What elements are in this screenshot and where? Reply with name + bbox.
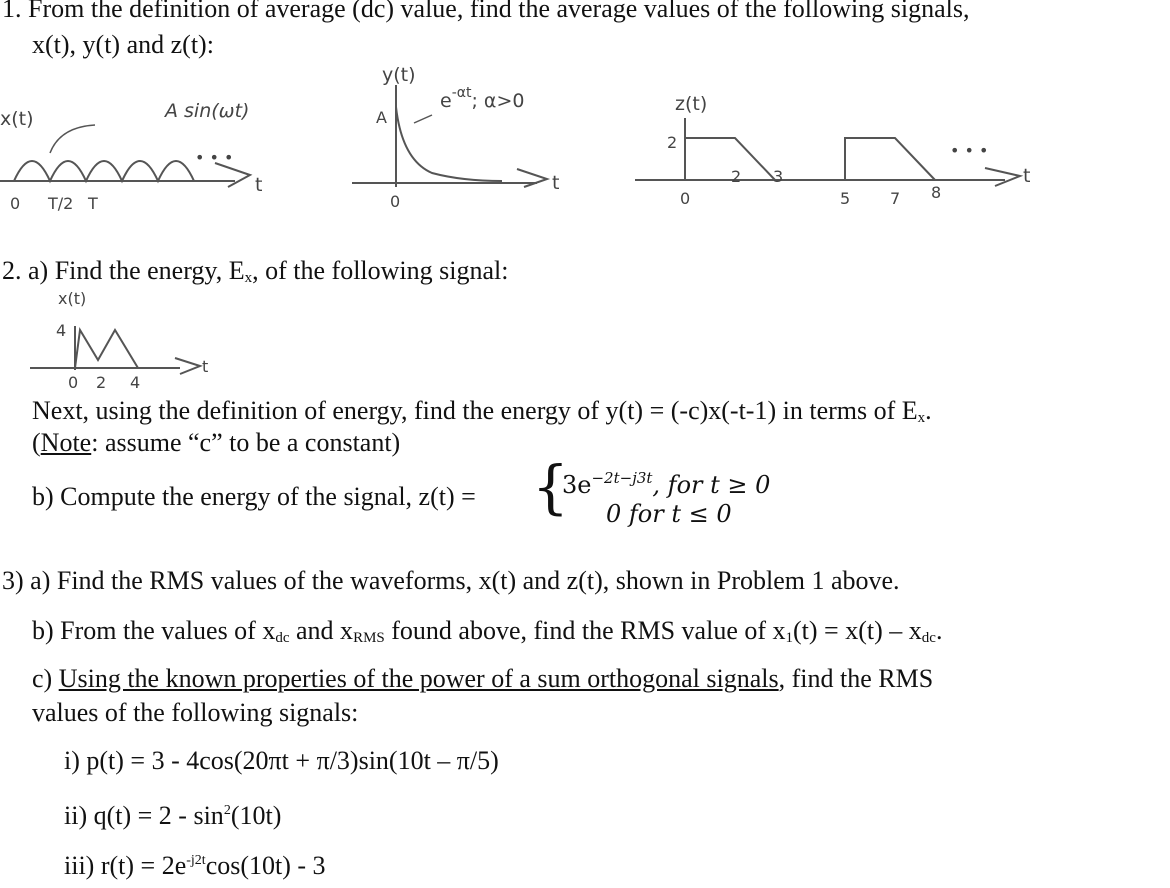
x-waveform (14, 161, 194, 181)
y-annot (440, 85, 524, 112)
y-annot-sup: -αt (451, 85, 472, 101)
p2-a-line (2, 256, 508, 293)
x-annot-arrow (50, 125, 95, 153)
p3-iii-sup: -j2t (186, 853, 206, 868)
p3-iii-post: cos(10t) - 3 (205, 851, 326, 880)
f2-waveform (75, 330, 138, 368)
y-tick-0: 0 (390, 192, 401, 211)
p3-b-pre: b) From the values of x (32, 616, 276, 645)
p2-note-rest: : assume “c” to be a constant) (91, 428, 401, 457)
p2-a-text: 2. a) Find the energy, E (2, 256, 245, 285)
p2-b-case1 (562, 464, 770, 499)
p2-note-line (32, 428, 400, 458)
z-tick-7: 7 (890, 189, 901, 208)
x-ylabel: x(t) (0, 108, 34, 130)
x-axis-label: t (255, 174, 263, 196)
p3-b-mid3: (t) = x(t) – x (793, 616, 922, 645)
z-tick-2: 2 (731, 167, 742, 186)
p1-line2: x(t), y(t) and z(t): (32, 30, 214, 59)
figure-z (635, 88, 1055, 213)
p3-b-sub2: RMS (353, 630, 385, 646)
z-tick-3: 3 (773, 167, 784, 186)
f2-axis-arrow (175, 358, 200, 374)
p3-ii-post: (10t) (230, 801, 282, 830)
p2-a-tail: , of the following signal: (252, 256, 509, 285)
p3-iii-pre: iii) r(t) = 2e (64, 851, 187, 880)
y-waveform (396, 107, 502, 181)
z-tick-0: 0 (680, 189, 691, 208)
y-axis-arrow (517, 169, 547, 187)
x-tick-0: 0 (10, 194, 21, 213)
p2-note-open: ( (32, 428, 41, 457)
p2-b-case1-sup: −2t−j3t (591, 469, 653, 487)
p2-b-case1-cond: , for t ≥ 0 (652, 471, 771, 499)
f2-tick-4: 4 (130, 373, 141, 392)
p3-c-line2: values of the following signals: (32, 698, 359, 727)
p2-b-brace: { (532, 453, 569, 521)
y-axis-label: t (552, 172, 560, 194)
x-annot: A sin(ωt) (165, 100, 250, 122)
z-tick-5: 5 (840, 189, 851, 208)
p3-c-line1 (32, 664, 933, 694)
z-axis-arrow (985, 168, 1020, 186)
p2-note-word: Note (40, 428, 92, 457)
x-tick-T: T (88, 194, 98, 213)
figure-2a (30, 290, 250, 395)
p3-c-post: , find the RMS (778, 664, 934, 693)
f2-amp: 4 (56, 321, 67, 340)
p2-next-text: Next, using the definition of energy, find the energy of y(t) = (-c)x(-t-1) in terms of E (32, 396, 918, 425)
p3-a: 3) a) Find the RMS values of the waveforms, x(t) and z(t), shown in Problem 1 above. (2, 566, 900, 595)
f2-ylabel: x(t) (58, 289, 87, 308)
z-ylabel: z(t) (675, 93, 708, 115)
p3-c-ii (64, 796, 281, 831)
x-tick-half: T/2 (48, 194, 74, 213)
p2-b-case1-base: 3e (562, 471, 592, 499)
p3-b (32, 616, 942, 653)
z-axis-label: t (1023, 165, 1031, 187)
z-tick-8: 8 (931, 183, 942, 202)
f2-tick-2: 2 (96, 373, 107, 392)
p3-b-sub1: dc (275, 630, 290, 646)
p2-b-case2: 0 for t ≤ 0 (606, 500, 732, 528)
p3-b-mid: and x (289, 616, 354, 645)
y-annot-arrow (414, 115, 432, 123)
p2-a-sub: x (244, 270, 253, 286)
z-amp: 2 (667, 133, 678, 152)
z-dots: • • • (950, 141, 989, 160)
p2-next-sub: x (917, 410, 926, 426)
f2-tick-0: 0 (68, 373, 79, 392)
p2-next-end: . (925, 396, 932, 425)
figure-y (352, 65, 602, 215)
p3-b-mid2: found above, find the RMS value of x (384, 616, 786, 645)
p3-ii-sup: 2 (223, 803, 231, 818)
p3-b-end: . (935, 616, 943, 645)
p3-b-sub3: 1 (785, 630, 794, 646)
figure-x (0, 95, 320, 220)
p3-c-pre: c) (32, 664, 59, 693)
p2-b-label: b) Compute the energy of the signal, z(t) = (32, 482, 476, 511)
p3-b-sub4: dc (921, 630, 936, 646)
p3-c-i: i) p(t) = 3 - 4cos(20πt + π/3)sin(10t – π/5) (64, 746, 499, 775)
y-annot-cond: ; α>0 (471, 90, 525, 112)
x-dots: • • • (195, 148, 234, 167)
z-pulse-1 (685, 138, 775, 180)
p3-ii-pre: ii) q(t) = 2 - sin (64, 801, 224, 830)
p1-line1: 1. From the definition of average (dc) value, find the average values of the following signals, (2, 0, 970, 23)
p3-c-iii (64, 846, 326, 881)
f2-axis-label: t (202, 357, 209, 376)
z-pulse-2 (845, 138, 935, 180)
y-annot-base: e (440, 90, 452, 112)
y-ylabel: y(t) (382, 64, 416, 86)
p3-c-underlined: Using the known properties of the power of a sum orthogonal signals (58, 664, 779, 693)
y-amp: A (376, 108, 387, 127)
